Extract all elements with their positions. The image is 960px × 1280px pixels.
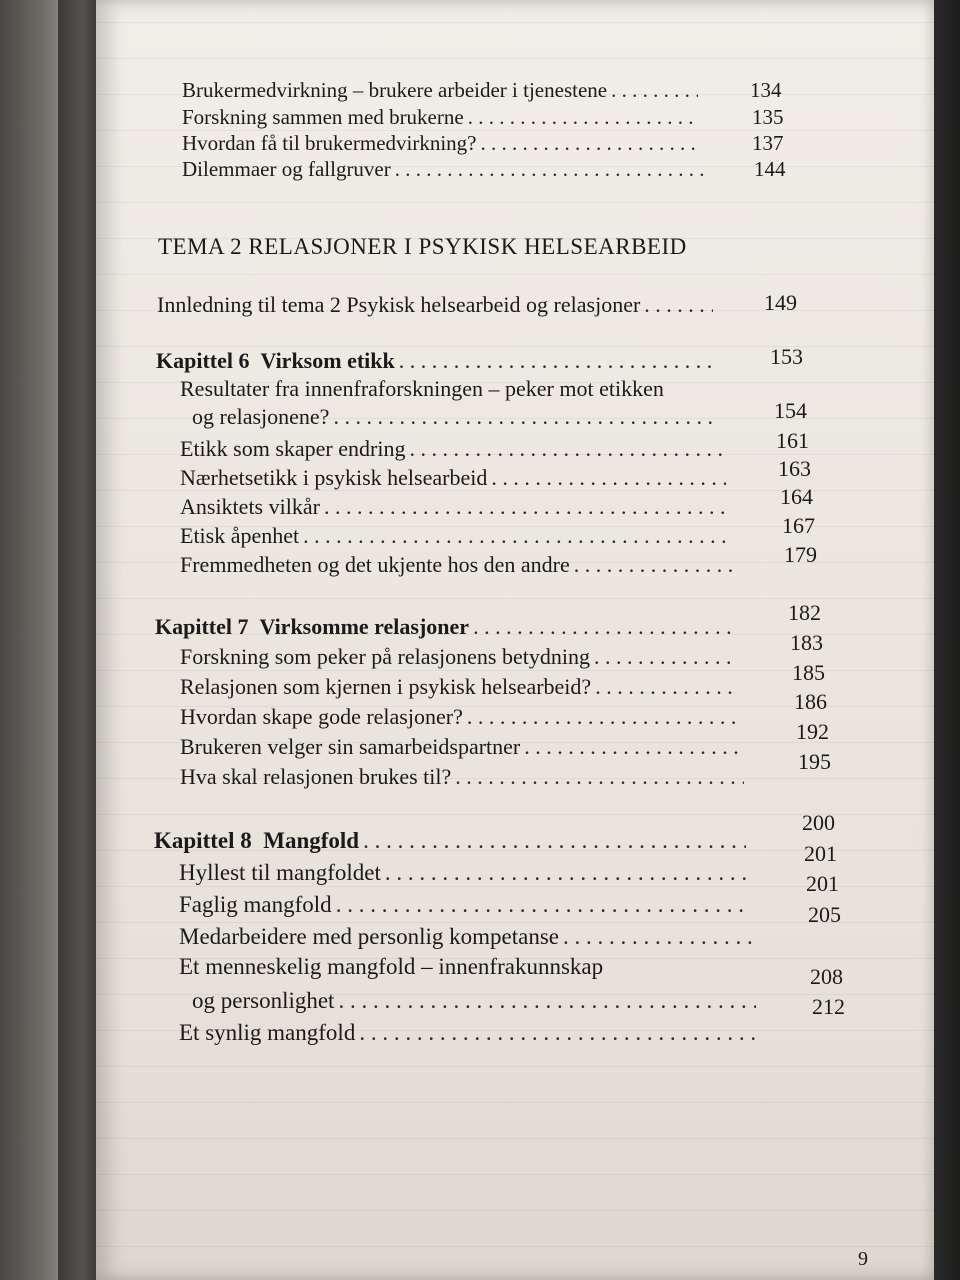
leader-dots <box>611 78 698 103</box>
leader-dots <box>644 292 713 318</box>
toc-entry: Nærhetsetikk i psykisk helsearbeid . . . <box>180 465 730 491</box>
toc-entry: Forskning sammen med brukerne . . . <box>182 105 702 130</box>
toc-entry-continued: og relasjonene? . . . <box>192 404 722 430</box>
toc-entry: Brukermedvirkning – brukere arbeider i tjenestene . . . <box>182 78 702 103</box>
leader-dots <box>399 348 718 374</box>
toc-page-number: 135 <box>752 105 784 129</box>
table-surface <box>0 0 60 1280</box>
leader-dots <box>385 860 749 886</box>
toc-page-number: 179 <box>784 542 817 567</box>
toc-entry: Hvordan skape gode relasjoner? . . . <box>180 704 744 730</box>
toc-page-number: 149 <box>764 290 797 315</box>
toc-entry: Et menneskelig mangfold – innenfrakunnskap <box>179 954 604 979</box>
chapter-heading: Kapittel 6 Virksom etikk . . . <box>156 348 722 374</box>
toc-page-number: 195 <box>798 749 831 774</box>
toc-page-number: 161 <box>776 428 809 453</box>
page-number: 9 <box>858 1248 868 1270</box>
toc-page-number: 167 <box>782 513 815 538</box>
toc-entry: Relasjonen som kjernen i psykisk helsearbeid? . . . <box>180 674 742 700</box>
toc-entry: Brukeren velger sin samarbeidspartner . . . <box>180 734 746 760</box>
theme-heading: TEMA 2 RELASJONER I PSYKISK HELSEARBEID <box>158 234 687 259</box>
leader-dots <box>395 157 706 182</box>
leader-dots <box>468 105 698 130</box>
toc-page-number: 144 <box>754 157 786 181</box>
toc-entry: Dilemmaer og fallgruver . . . <box>182 157 710 182</box>
toc-entry: Ansiktets vilkår . . . <box>180 494 732 520</box>
leader-dots <box>324 494 728 520</box>
toc-page-number: 163 <box>778 456 811 481</box>
toc-entry-continued: og personlighet . . . <box>192 988 760 1014</box>
toc-page-number: 212 <box>812 994 845 1019</box>
toc-page-number: 201 <box>806 871 839 896</box>
toc-entry: Medarbeidere med personlig kompetanse . . . <box>179 924 757 950</box>
leader-dots <box>303 523 730 549</box>
leader-dots <box>467 704 740 730</box>
toc-page-number: 154 <box>774 398 807 423</box>
toc-entry: Forskning som peker på relasjonens betydning . . . <box>180 644 740 670</box>
leader-dots <box>363 828 746 854</box>
toc-entry: Resultater fra innenfraforskningen – peker mot etikken <box>180 376 664 401</box>
leader-dots <box>338 988 756 1014</box>
toc-entry: Hva skal relasjonen brukes til? . . . <box>180 764 748 790</box>
toc-entry: Hyllest til mangfoldet . . . <box>179 860 753 886</box>
leader-dots <box>574 552 732 578</box>
toc-page-number: 137 <box>752 131 784 155</box>
leader-dots <box>594 644 736 670</box>
toc-page-number: 134 <box>750 78 782 102</box>
toc-page-number: 208 <box>810 964 843 989</box>
toc-page-number: 185 <box>792 660 825 685</box>
toc-entry: Etikk som skaper endring . . . <box>180 436 728 462</box>
leader-dots <box>524 734 742 760</box>
toc-page-number: 205 <box>808 902 841 927</box>
toc-page-number: 164 <box>780 484 813 509</box>
leader-dots <box>491 465 726 491</box>
leader-dots <box>563 924 753 950</box>
toc-page-number: 182 <box>788 600 821 625</box>
leader-dots <box>595 674 738 700</box>
leader-dots <box>333 404 718 430</box>
leader-dots <box>473 614 735 640</box>
toc-page-number: 186 <box>794 689 827 714</box>
toc-entry: Et synlig mangfold . . . <box>179 1020 763 1046</box>
leader-dots <box>481 131 703 156</box>
toc-page-number: 153 <box>770 344 803 369</box>
toc-page-number: 192 <box>796 719 829 744</box>
toc-page-number: 183 <box>790 630 823 655</box>
toc-entry: Fremmedheten og det ukjente hos den andre . . . <box>180 552 736 578</box>
toc-entry: Etisk åpenhet . . . <box>180 523 734 549</box>
chapter-heading: Kapittel 8 Mangfold . . . <box>154 828 750 854</box>
leader-dots <box>336 892 751 918</box>
toc-entry: Faglig mangfold . . . <box>179 892 755 918</box>
leader-dots <box>409 436 724 462</box>
leader-dots <box>455 764 744 790</box>
toc-page-number: 201 <box>804 841 837 866</box>
chapter-heading: Kapittel 7 Virksomme relasjoner . . . <box>155 614 739 640</box>
leader-dots <box>359 1020 759 1046</box>
toc-page-number: 200 <box>802 810 835 835</box>
toc-entry: Hvordan få til brukermedvirkning? . . . <box>182 131 706 156</box>
toc-intro-entry: Innledning til tema 2 Psykisk helsearbeid og relasjoner . . . <box>157 292 717 318</box>
